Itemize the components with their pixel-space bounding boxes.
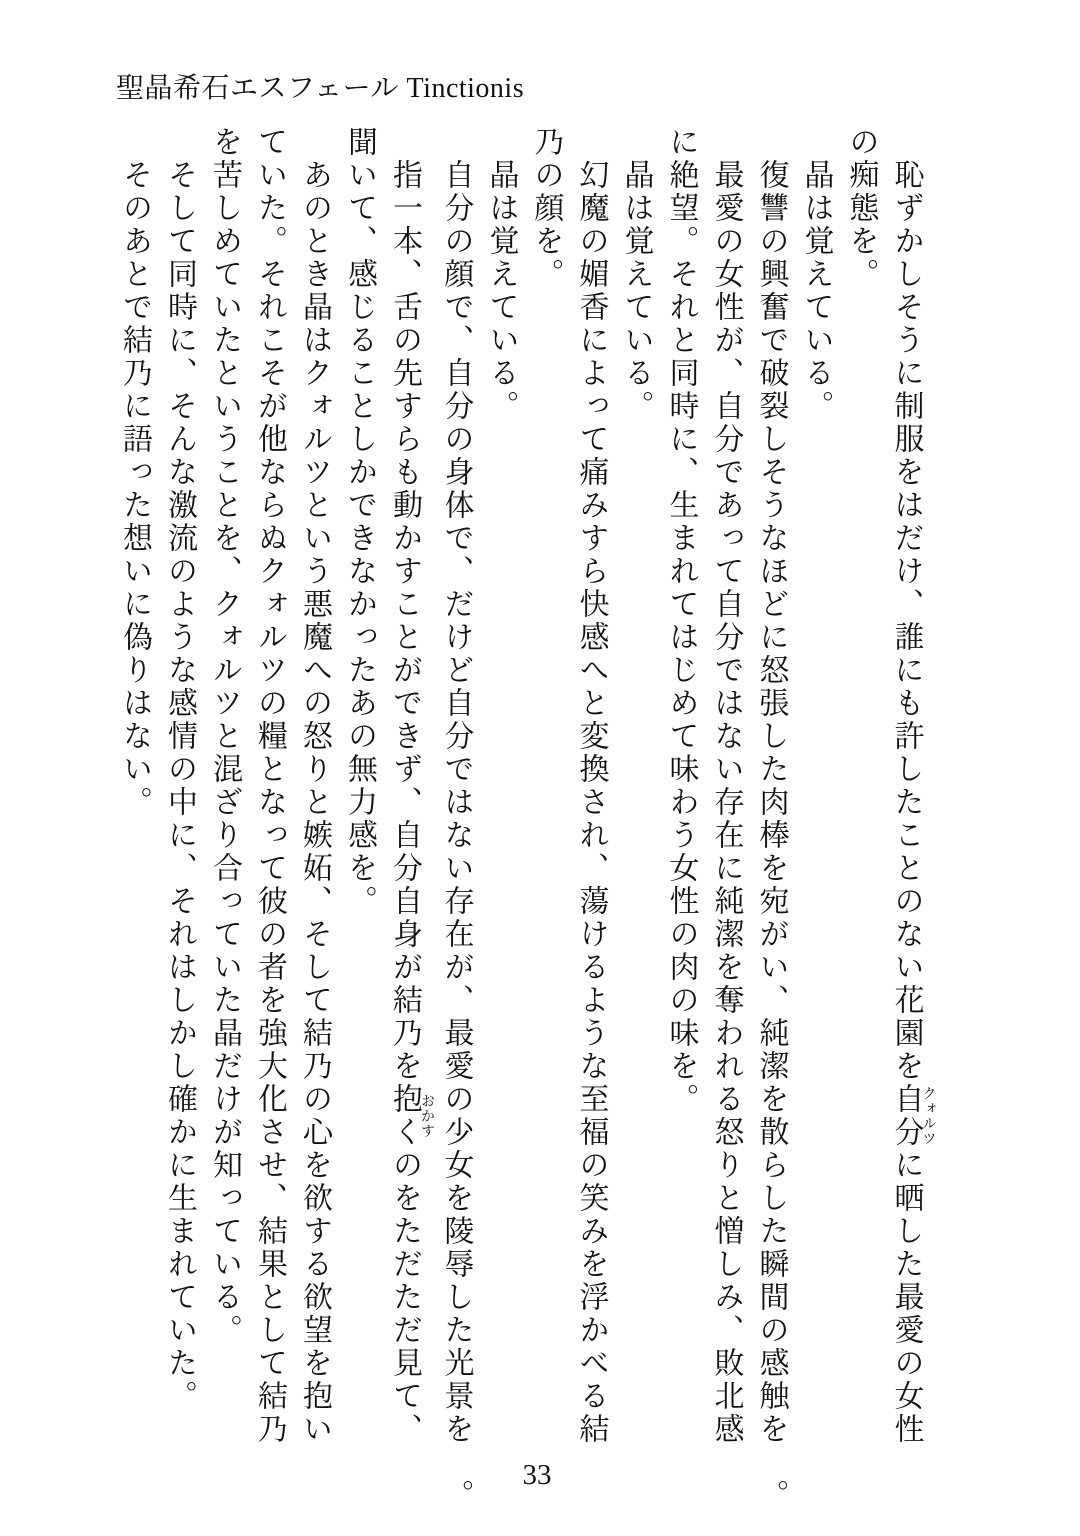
ruby-text: おかす <box>419 1083 434 1149</box>
paragraph-4: 最愛の女性が、自分であって自分ではない存在に純潔を奪われる怒りと憎しみ、敗北感に絶望。それと同時に、生まれてはじめて味わう女性の肉の味を。 <box>664 126 743 1446</box>
paragraph-3: 復讐の興奮で破裂しそうなほどに怒張した肉棒を宛がい、純潔を散らした瞬間の感触を。 <box>754 159 788 1509</box>
paragraph-11: そして同時に、そんな激流のような感情の中に、それはしかし確かに生まれていた。 <box>163 159 196 1413</box>
ruby-jibun-quartz <box>889 1083 936 1149</box>
text-run: に晒した最愛の女性の痴態を。 <box>844 126 923 1446</box>
paragraph-12: そのあとで結乃に語った想いに偽りはない。 <box>118 159 151 819</box>
paragraph-9 <box>337 126 434 1461</box>
ruby-base: 抱く <box>388 1083 421 1149</box>
text-run: 指一本、舌の先すらも動かすことができず、自分自身が結乃を <box>388 159 421 1083</box>
paragraph-8: 自分の顔で、自分の身体で、だけど自分ではない存在が、最愛の少女を陵辱した光景を。 <box>439 159 473 1509</box>
ruby-base: 自分 <box>889 1083 923 1149</box>
paragraph-1 <box>839 126 936 1461</box>
paragraph-2: 晶は覚えている。 <box>799 159 833 423</box>
page-header-title: 聖晶希石エスフェール Tinctionis <box>116 73 525 104</box>
ruby-text: クォルツ <box>920 1083 936 1149</box>
text-run: 復讐の興奮で破裂しそうなほどに怒張した肉棒を宛がい、純潔を散らした瞬間の感触を <box>754 159 788 1446</box>
paragraph-6: 幻魔の媚香によって痛みすら快感へと変換され、蕩けるような至福の笑みを浮かべる結乃の顔を。 <box>529 126 608 1446</box>
paragraph-5: 晶は覚えている。 <box>619 159 653 423</box>
paragraph-10: あのとき晶はクォルツという悪魔への怒りと嫉妬、そして結乃の心を欲する欲望を抱いていた。それこそが他ならぬクォルツの糧となって彼の者を強大化させ、結果として結乃を苦しめていたということを、クォルツと混ざり合っていた晶だけが知っている。 <box>208 126 331 1446</box>
ruby-daku-okasu <box>388 1083 434 1149</box>
text-run: 恥ずかしそうに制服をはだけ、誰にも許したことのない花園を <box>889 159 923 1083</box>
text-run: 自分の顔で、自分の身体で、だけど自分ではない存在が、最愛の少女を陵辱した光景を <box>439 159 473 1446</box>
paragraph-7: 晶は覚えている。 <box>484 159 518 423</box>
page-number: 33 <box>522 1459 552 1491</box>
text-run: のをただただ見て、聞いて、感じることしかできなかったあの無力感を。 <box>343 126 421 1446</box>
